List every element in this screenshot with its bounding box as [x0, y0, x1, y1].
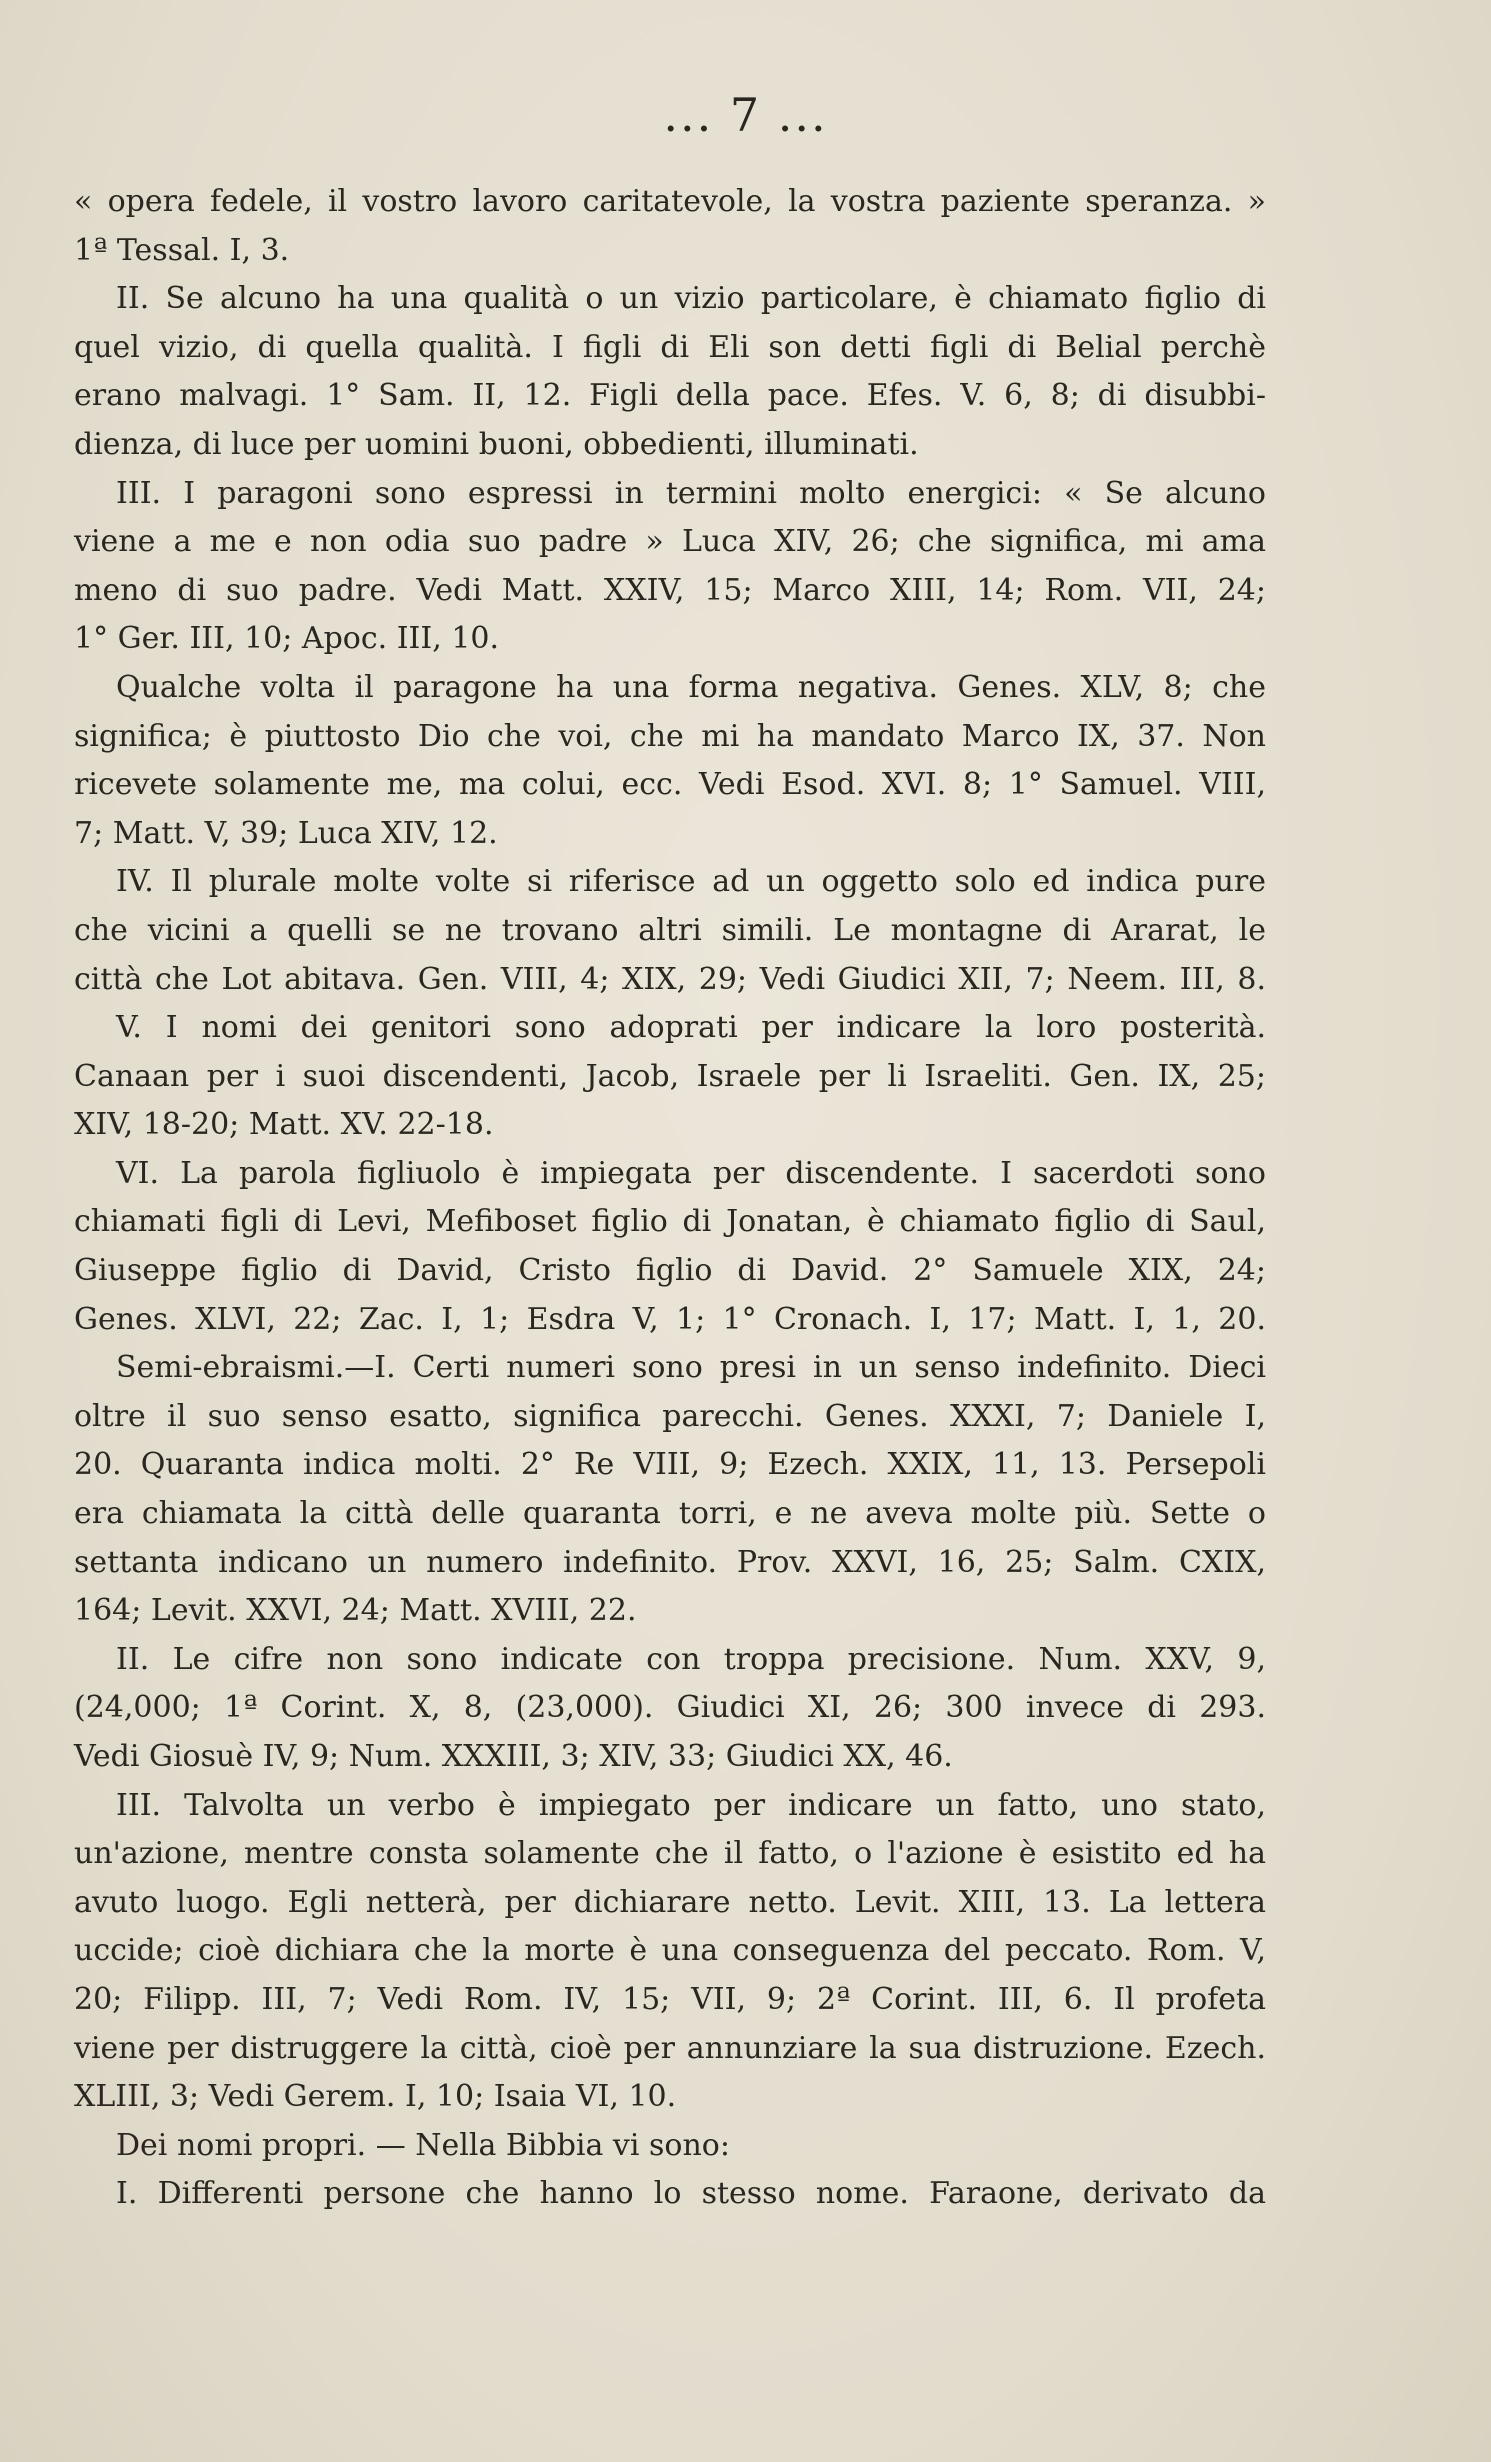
- text-line: settanta indicano un numero indefinito. Prov. XXVI, 16, 25; Salm. CXIX,: [74, 1544, 1266, 1580]
- text-line: significa; è piuttosto Dio che voi, che mi ha mandato Marco IX, 37. Non: [74, 718, 1266, 754]
- text-line: IV. Il plurale molte volte si riferisce ad un oggetto solo ed indica pure: [116, 864, 1266, 900]
- text-line: un'azione, mentre consta solamente che il fatto, o l'azione è esistito ed ha: [74, 1836, 1266, 1872]
- text-line: Vedi Giosuè IV, 9; Num. XXXIII, 3; XIV, 33; Giudici XX, 46.: [74, 1739, 953, 1774]
- text-line: uccide; cioè dichiara che la morte è una conseguenza del peccato. Rom. V,: [74, 1933, 1266, 1969]
- text-line: viene a me e non odia suo padre » Luca XIV, 26; che significa, mi ama: [74, 524, 1266, 560]
- text-line: 20; Filipp. III, 7; Vedi Rom. IV, 15; VII, 9; 2ª Corint. III, 6. Il profeta: [74, 1981, 1266, 2017]
- text-line: 7; Matt. V, 39; Luca XIV, 12.: [74, 815, 498, 851]
- page-number: ... 7 ...: [663, 88, 828, 142]
- text-line: 1ª Tessal. I, 3.: [74, 232, 290, 268]
- text-line: XIV, 18-20; Matt. XV. 22-18.: [74, 1107, 494, 1143]
- text-line: Genes. XLVI, 22; Zac. I, 1; Esdra V, 1; 1° Cronach. I, 17; Matt. I, 1, 20.: [74, 1301, 1266, 1337]
- text-line: meno di suo padre. Vedi Matt. XXIV, 15; Marco XIII, 14; Rom. VII, 24;: [74, 572, 1266, 608]
- text-line: 1° Ger. III, 10; Apoc. III, 10.: [74, 621, 500, 657]
- text-line: III. Talvolta un verbo è impiegato per indicare un fatto, uno stato,: [116, 1787, 1266, 1823]
- text-line: 20. Quaranta indica molti. 2° Re VIII, 9; Ezech. XXIX, 11, 13. Persepoli: [74, 1447, 1266, 1483]
- text-line: VI. La parola figliuolo è impiegata per discendente. I sacerdoti sono: [116, 1155, 1266, 1191]
- text-line: quel vizio, di quella qualità. I figli di Eli son detti figli di Belial perchè: [74, 329, 1266, 365]
- text-line: era chiamata la città delle quaranta torri, e ne aveva molte più. Sette o: [74, 1496, 1266, 1532]
- body-text: [74, 178, 1266, 2219]
- text-line: oltre il suo senso esatto, significa parecchi. Genes. XXXI, 7; Daniele I,: [74, 1398, 1266, 1434]
- text-line: avuto luogo. Egli netterà, per dichiarare netto. Levit. XIII, 13. La lettera: [74, 1884, 1266, 1920]
- text-line: II. Se alcuno ha una qualità o un vizio particolare, è chiamato figlio di: [116, 281, 1266, 317]
- text-line: Semi-ebraismi.—I. Certi numeri sono presi in un senso indefinito. Dieci: [116, 1350, 1266, 1386]
- text-line: Giuseppe figlio di David, Cristo figlio di David. 2° Samuele XIX, 24;: [74, 1253, 1266, 1289]
- text-line: Qualche volta il paragone ha una forma negativa. Genes. XLV, 8; che: [116, 669, 1266, 705]
- text-line: erano malvagi. 1° Sam. II, 12. Figli della pace. Efes. V. 6, 8; di disubbi-: [74, 378, 1266, 414]
- text-line: viene per distruggere la città, cioè per annunziare la sua distruzione. Ezech.: [74, 2030, 1266, 2066]
- text-line: 164; Levit. XXVI, 24; Matt. XVIII, 22.: [74, 1593, 637, 1629]
- text-line: III. I paragoni sono espressi in termini molto energici: « Se alcuno: [116, 475, 1266, 511]
- text-line: XLIII, 3; Vedi Gerem. I, 10; Isaia VI, 10.: [74, 2079, 677, 2115]
- text-line: dienza, di luce per uomini buoni, obbedienti, illuminati.: [74, 426, 919, 462]
- text-line: Canaan per i suoi discendenti, Jacob, Israele per li Israeliti. Gen. IX, 25;: [74, 1058, 1266, 1094]
- text-line: città che Lot abitava. Gen. VIII, 4; XIX, 29; Vedi Giudici XII, 7; Neem. III, 8.: [74, 961, 1266, 997]
- text-line: ricevete solamente me, ma colui, ecc. Vedi Esod. XVI. 8; 1° Samuel. VIII,: [74, 767, 1266, 803]
- text-line: I. Differenti persone che hanno lo stesso nome. Faraone, derivato da: [116, 2176, 1266, 2212]
- text-line: chiamati figli di Levi, Mefiboset figlio di Jonatan, è chiamato figlio di Saul,: [74, 1204, 1266, 1240]
- text-line: che vicini a quelli se ne trovano altri simili. Le montagne di Ararat, le: [74, 912, 1266, 948]
- text-line: V. I nomi dei genitori sono adoprati per indicare la loro posterità.: [116, 1010, 1266, 1046]
- text-line: Dei nomi propri. — Nella Bibbia vi sono:: [116, 2127, 730, 2163]
- text-line: II. Le cifre non sono indicate con troppa precisione. Num. XXV, 9,: [116, 1641, 1266, 1677]
- text-line: « opera fedele, il vostro lavoro caritatevole, la vostra paziente speranza. »: [74, 184, 1266, 219]
- text-line: (24,000; 1ª Corint. X, 8, (23,000). Giudici XI, 26; 300 invece di 293.: [74, 1690, 1266, 1726]
